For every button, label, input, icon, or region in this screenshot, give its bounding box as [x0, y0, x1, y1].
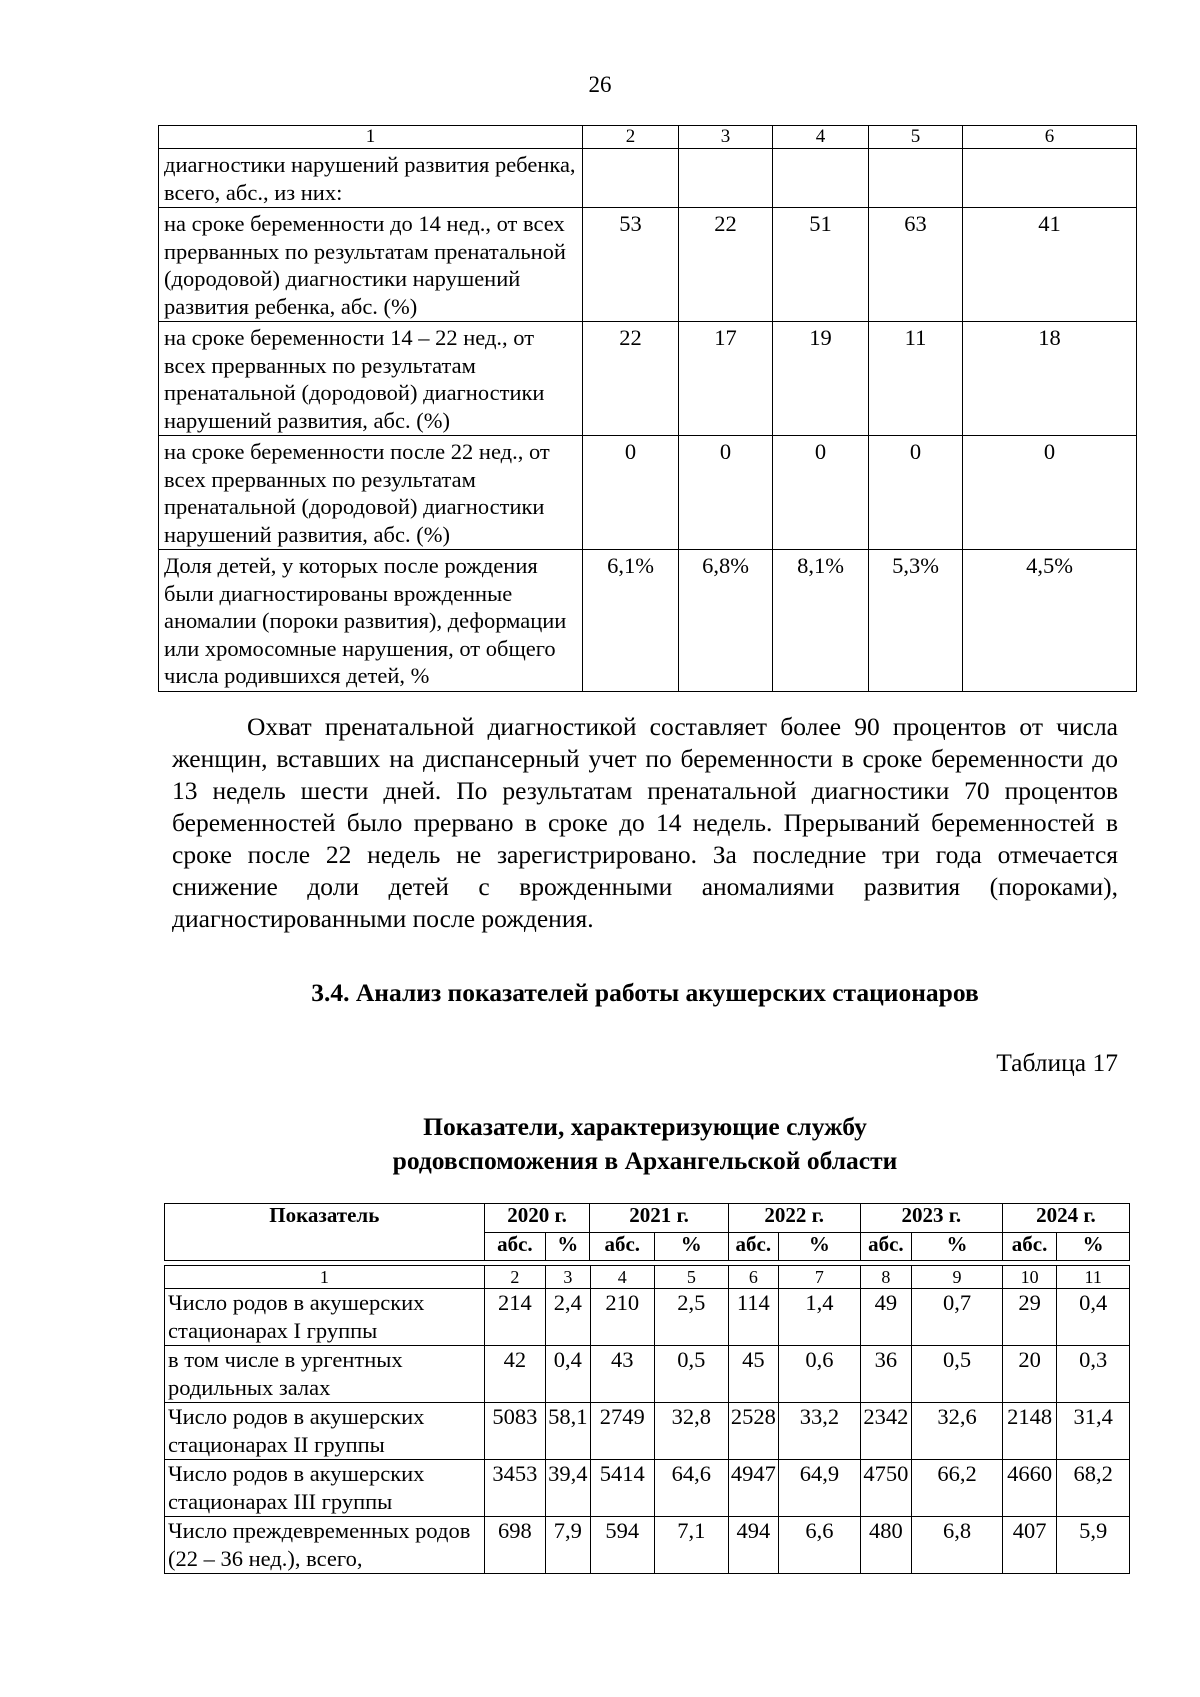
cell-value: 11 — [869, 322, 963, 436]
column-number: 11 — [1057, 1266, 1130, 1289]
cell-value: 0,5 — [912, 1346, 1003, 1403]
column-number: 6 — [963, 126, 1137, 149]
percent-subheader: % — [546, 1233, 590, 1261]
table-row — [159, 149, 1137, 208]
table-caption: Таблица 17 — [996, 1048, 1118, 1077]
paragraph-text: Охват пренатальной диагностикой составляет более 90 процентов от числа женщин, вставших на диспансерный учет по беременности в сроке беременности до 13 недель шести дней. По результатам пренатальной диагностики 70 процентов беременностей было прервано в сроке до 14 недель. Прерываний беременностей в сроке после 22 недель не зарегистрировано. За последние три года отмечается снижение доли детей с врожденными аномалиями развития (пороками), диагностированными после рождения. — [172, 712, 1118, 933]
row-label: Число преждевременных родов (22 – 36 нед.), всего, — [165, 1517, 485, 1574]
cell-value: 0 — [869, 436, 963, 550]
year-header: 2021 г. — [590, 1204, 728, 1233]
cell-value: 32,8 — [655, 1403, 729, 1460]
column-number: 7 — [779, 1266, 861, 1289]
column-number: 9 — [912, 1266, 1003, 1289]
column-number: 4 — [590, 1266, 655, 1289]
cell-value: 0,4 — [1057, 1289, 1130, 1346]
row-label: на сроке беременности до 14 нед., от всех прерванных по результатам пренатальной (дородовой) диагностики нарушений развития ребенка, абс. (%) — [159, 208, 583, 322]
cell-value: 4750 — [860, 1460, 911, 1517]
abs-subheader: абс. — [728, 1233, 778, 1261]
cell-value: 2528 — [728, 1403, 778, 1460]
table-row — [165, 1346, 1130, 1403]
cell-value: 20 — [1002, 1346, 1056, 1403]
cell-value: 63 — [869, 208, 963, 322]
year-header: 2024 г. — [1002, 1204, 1129, 1233]
table-row — [165, 1403, 1130, 1460]
cell-value: 594 — [590, 1517, 655, 1574]
column-number: 4 — [773, 126, 869, 149]
column-number: 10 — [1002, 1266, 1056, 1289]
cell-value: 64,6 — [655, 1460, 729, 1517]
cell-value: 6,8 — [912, 1517, 1003, 1574]
table-row — [165, 1460, 1130, 1517]
table-row — [165, 1289, 1130, 1346]
cell-value: 4,5% — [963, 550, 1137, 692]
cell-value: 39,4 — [546, 1460, 590, 1517]
page-number: 26 — [588, 72, 612, 97]
table-row — [159, 436, 1137, 550]
cell-value: 6,1% — [583, 550, 679, 692]
cell-value: 29 — [1002, 1289, 1056, 1346]
table17-header — [164, 1203, 1130, 1261]
row-label: Число родов в акушерских стационарах II группы — [165, 1403, 485, 1460]
column-number: 2 — [484, 1266, 546, 1289]
column-number: 3 — [546, 1266, 590, 1289]
cell-value — [679, 149, 773, 208]
year-header: 2022 г. — [728, 1204, 860, 1233]
table-title-line: родовспоможения в Архангельской области — [392, 1146, 898, 1175]
cell-value: 2148 — [1002, 1403, 1056, 1460]
cell-value: 4947 — [728, 1460, 778, 1517]
cell-value: 210 — [590, 1289, 655, 1346]
abs-subheader: абс. — [1002, 1233, 1056, 1261]
row-label: на сроке беременности 14 – 22 нед., от всех прерванных по результатам пренатальной (дородовой) диагностики нарушений развития, абс. (%) — [159, 322, 583, 436]
cell-value: 18 — [963, 322, 1137, 436]
abs-subheader: абс. — [860, 1233, 911, 1261]
indicator-header: Показатель — [165, 1204, 485, 1261]
cell-value: 8,1% — [773, 550, 869, 692]
cell-value: 480 — [860, 1517, 911, 1574]
cell-value: 42 — [484, 1346, 546, 1403]
cell-value: 5083 — [484, 1403, 546, 1460]
cell-value: 0,5 — [655, 1346, 729, 1403]
percent-subheader: % — [655, 1233, 729, 1261]
cell-value: 19 — [773, 322, 869, 436]
cell-value: 36 — [860, 1346, 911, 1403]
column-number: 5 — [655, 1266, 729, 1289]
cell-value: 494 — [728, 1517, 778, 1574]
percent-subheader: % — [779, 1233, 861, 1261]
cell-value: 114 — [728, 1289, 778, 1346]
cell-value: 6,8% — [679, 550, 773, 692]
cell-value — [583, 149, 679, 208]
column-number: 6 — [728, 1266, 778, 1289]
cell-value: 5414 — [590, 1460, 655, 1517]
cell-value: 0 — [679, 436, 773, 550]
cell-value: 3453 — [484, 1460, 546, 1517]
column-number-row — [159, 126, 1137, 149]
cell-value: 214 — [484, 1289, 546, 1346]
year-header: 2023 г. — [860, 1204, 1002, 1233]
cell-value: 22 — [679, 208, 773, 322]
cell-value: 2,4 — [546, 1289, 590, 1346]
cell-value: 5,3% — [869, 550, 963, 692]
table-row — [159, 208, 1137, 322]
cell-value: 17 — [679, 322, 773, 436]
row-label: Доля детей, у которых после рождения были диагностированы врожденные аномалии (пороки развития), деформации или хромосомные нарушения, от общего числа родившихся детей, % — [159, 550, 583, 692]
cell-value: 41 — [963, 208, 1137, 322]
cell-value: 51 — [773, 208, 869, 322]
cell-value — [773, 149, 869, 208]
cell-value — [869, 149, 963, 208]
cell-value: 7,1 — [655, 1517, 729, 1574]
column-number: 8 — [860, 1266, 911, 1289]
cell-value: 5,9 — [1057, 1517, 1130, 1574]
row-label: Число родов в акушерских стационарах III группы — [165, 1460, 485, 1517]
cell-value: 64,9 — [779, 1460, 861, 1517]
cell-value: 0,6 — [779, 1346, 861, 1403]
table-title — [0, 1110, 1200, 1178]
cell-value: 0 — [773, 436, 869, 550]
row-label: диагностики нарушений развития ребенка, всего, абс., из них: — [159, 149, 583, 208]
continued-table — [158, 125, 1137, 692]
row-label: в том числе в ургентных родильных залах — [165, 1346, 485, 1403]
cell-value: 407 — [1002, 1517, 1056, 1574]
cell-value: 31,4 — [1057, 1403, 1130, 1460]
table-row — [159, 322, 1137, 436]
column-number: 3 — [679, 126, 773, 149]
cell-value: 58,1 — [546, 1403, 590, 1460]
cell-value: 68,2 — [1057, 1460, 1130, 1517]
cell-value: 53 — [583, 208, 679, 322]
column-number-row — [165, 1266, 1130, 1289]
cell-value — [963, 149, 1137, 208]
cell-value: 6,6 — [779, 1517, 861, 1574]
section-heading: 3.4. Анализ показателей работы акушерских стационаров — [311, 978, 979, 1007]
cell-value: 0,7 — [912, 1289, 1003, 1346]
table-row — [159, 550, 1137, 692]
cell-value: 2749 — [590, 1403, 655, 1460]
body-paragraph — [172, 711, 1118, 935]
row-label: Число родов в акушерских стационарах I группы — [165, 1289, 485, 1346]
table-row — [165, 1517, 1130, 1574]
abs-subheader: абс. — [590, 1233, 655, 1261]
row-label: на сроке беременности после 22 нед., от всех прерванных по результатам пренатальной (дородовой) диагностики нарушений развития, абс. (%) — [159, 436, 583, 550]
column-number: 1 — [165, 1266, 485, 1289]
column-number: 1 — [159, 126, 583, 149]
cell-value: 2,5 — [655, 1289, 729, 1346]
column-number: 2 — [583, 126, 679, 149]
cell-value: 1,4 — [779, 1289, 861, 1346]
cell-value: 43 — [590, 1346, 655, 1403]
cell-value: 698 — [484, 1517, 546, 1574]
cell-value: 66,2 — [912, 1460, 1003, 1517]
percent-subheader: % — [1057, 1233, 1130, 1261]
cell-value: 33,2 — [779, 1403, 861, 1460]
cell-value: 0,4 — [546, 1346, 590, 1403]
cell-value: 32,6 — [912, 1403, 1003, 1460]
column-number: 5 — [869, 126, 963, 149]
cell-value: 2342 — [860, 1403, 911, 1460]
cell-value: 49 — [860, 1289, 911, 1346]
cell-value: 0,3 — [1057, 1346, 1130, 1403]
cell-value: 0 — [963, 436, 1137, 550]
abs-subheader: абс. — [484, 1233, 546, 1261]
cell-value: 7,9 — [546, 1517, 590, 1574]
cell-value: 22 — [583, 322, 679, 436]
table17-body — [164, 1265, 1130, 1574]
table-title-line: Показатели, характеризующие службу — [423, 1112, 867, 1141]
cell-value: 4660 — [1002, 1460, 1056, 1517]
cell-value: 45 — [728, 1346, 778, 1403]
percent-subheader: % — [912, 1233, 1003, 1261]
cell-value: 0 — [583, 436, 679, 550]
year-header: 2020 г. — [484, 1204, 590, 1233]
